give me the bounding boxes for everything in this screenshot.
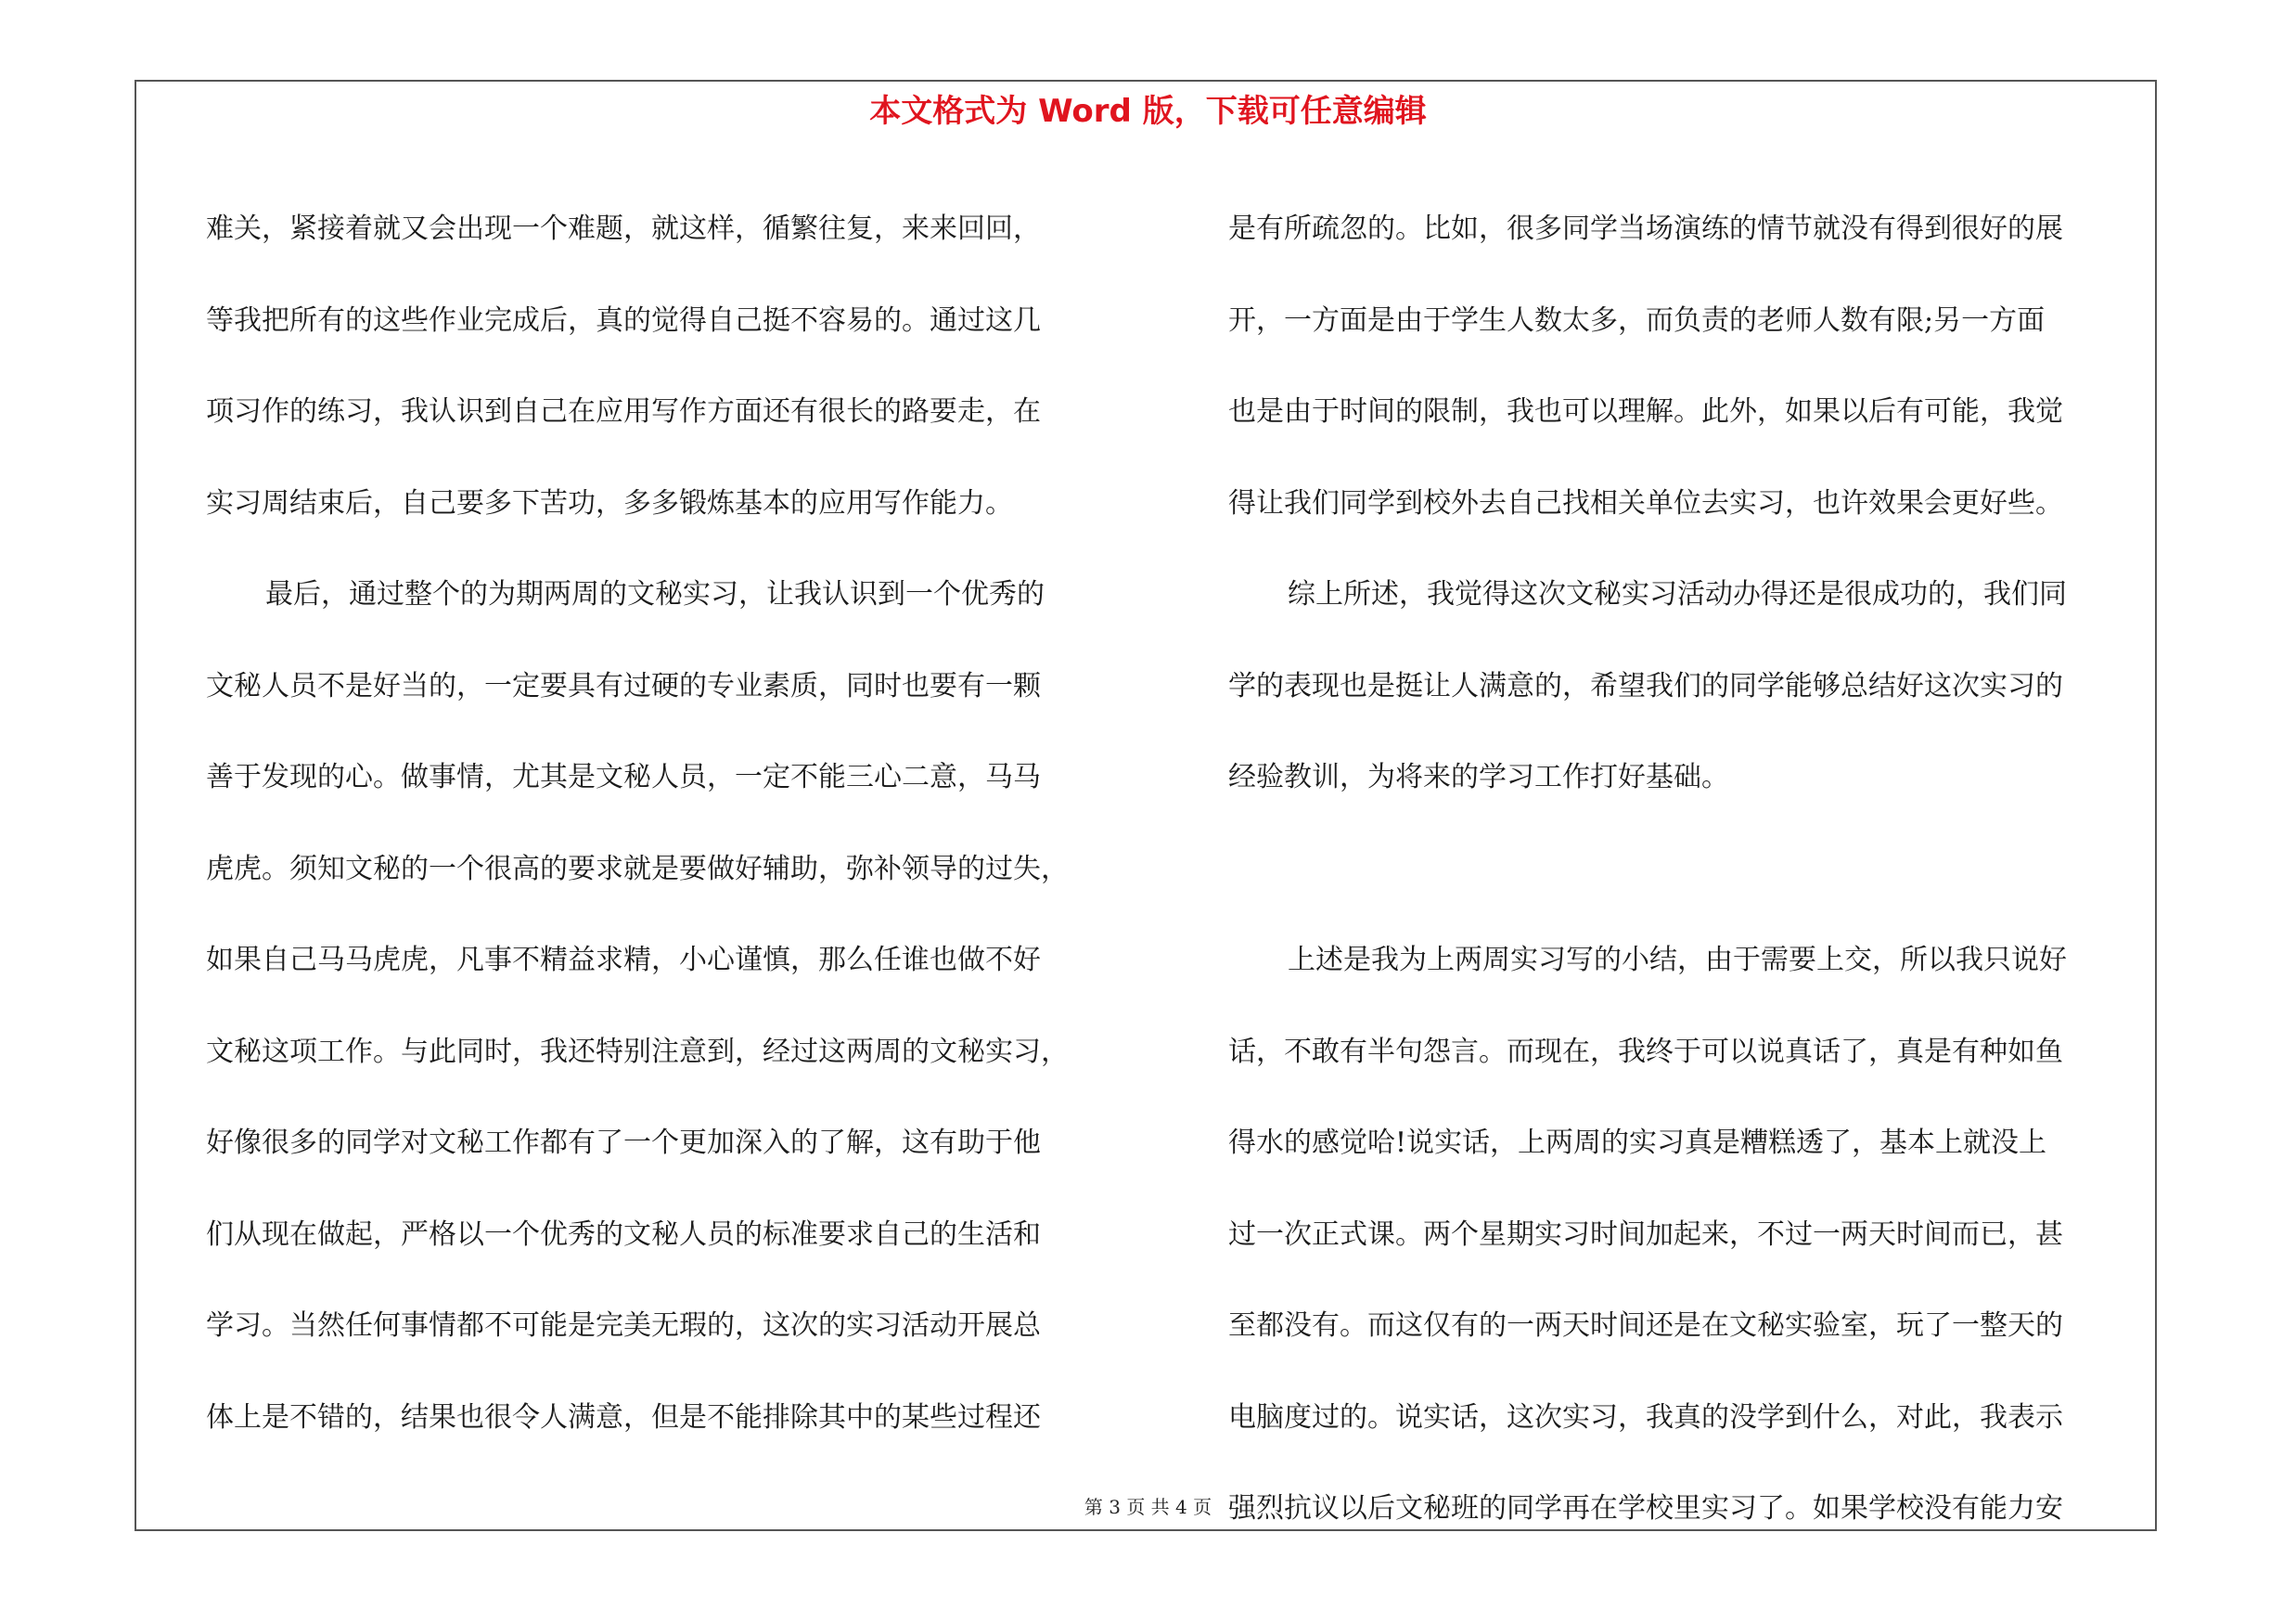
blank-line <box>1228 824 2156 916</box>
paragraph-first-line: 综上所述，我觉得这次文秘实习活动办得还是很成功的，我们同 <box>1288 578 2067 611</box>
text-line: 是有所疏忽的。比如，很多同学当场演练的情节就没有得到很好的展 <box>1228 213 2063 245</box>
text-line: 得让我们同学到校外去自己找相关单位去实习，也许效果会更好些。 <box>1228 486 2063 520</box>
text-line: 话，不敢有半句怨言。而现在，我终于可以说真话了，真是有种如鱼 <box>1228 1035 2063 1068</box>
text-line: 善于发现的心。做事情，尤其是文秘人员，一定不能三心二意，马马 <box>206 761 1041 793</box>
text-line: 学习。当然任何事情都不可能是完美无瑕的，这次的实习活动开展总 <box>206 1309 1041 1342</box>
text-line: 得水的感觉哈!说实话，上两周的实习真是糟糕透了，基本上就没上 <box>1228 1127 2047 1159</box>
paragraph-first-line: 上述是我为上两周实习写的小结，由于需要上交，所以我只说好 <box>1288 944 2067 976</box>
text-line: 过一次正式课。两个星期实习时间加起来，不过一两天时间而已，甚 <box>1228 1217 2063 1251</box>
text-line: 经验教训，为将来的学习工作打好基础。 <box>1228 761 1729 793</box>
text-line: 电脑度过的。说实话，这次实习，我真的没学到什么，对此，我表示 <box>1228 1400 2063 1434</box>
text-line: 体上是不错的，结果也很令人满意，但是不能排除其中的某些过程还 <box>206 1400 1041 1434</box>
text-line: 学的表现也是挺让人满意的，希望我们的同学能够总结好这次实习的 <box>1228 669 2063 702</box>
text-line: 难关，紧接着就又会出现一个难题，就这样，循繁往复，来来回回， <box>206 213 1041 245</box>
text-line: 实习周结束后，自己要多下苦功，多多锻炼基本的应用写作能力。 <box>206 486 1013 520</box>
paragraph-first-line: 最后，通过整个的为期两周的文秘实习，让我认识到一个优秀的 <box>265 578 1045 611</box>
left-text-column <box>206 184 1134 1463</box>
text-line: 等我把所有的这些作业完成后，真的觉得自己挺不容易的。通过这几 <box>206 303 1041 337</box>
text-line: 好像很多的同学对文秘工作都有了一个更加深入的了解，这有助于他 <box>206 1127 1041 1159</box>
text-line: 如果自己马马虎虎，凡事不精益求精，小心谨慎，那么任谁也做不好 <box>206 944 1041 976</box>
text-line: 文秘这项工作。与此同时，我还特别注意到，经过这两周的文秘实习， <box>206 1035 1069 1068</box>
right-text-column <box>1228 184 2156 1555</box>
text-line: 们从现在做起，严格以一个优秀的文秘人员的标准要求自己的生活和 <box>206 1217 1041 1251</box>
text-line: 强烈抗议以后文秘班的同学再在学校里实习了。如果学校没有能力安 <box>1228 1492 2063 1525</box>
text-line: 也是由于时间的限制，我也可以理解。此外，如果以后有可能，我觉 <box>1228 395 2063 428</box>
text-line: 开，一方面是由于学生人数太多，而负责的老师人数有限;另一方面 <box>1228 303 2046 337</box>
text-line: 项习作的练习，我认识到自己在应用写作方面还有很长的路要走，在 <box>206 395 1041 428</box>
word-format-banner: 本文格式为 Word 版，下载可任意编辑 <box>869 93 1427 130</box>
text-line: 至都没有。而这仅有的一两天时间还是在文秘实验室，玩了一整天的 <box>1228 1309 2063 1342</box>
page-number-footer: 第 3 页 共 4 页 <box>1084 1496 1212 1518</box>
text-line: 文秘人员不是好当的，一定要具有过硬的专业素质，同时也要有一颗 <box>206 669 1041 702</box>
text-line: 虎虎。须知文秘的一个很高的要求就是要做好辅助，弥补领导的过失， <box>206 852 1069 885</box>
